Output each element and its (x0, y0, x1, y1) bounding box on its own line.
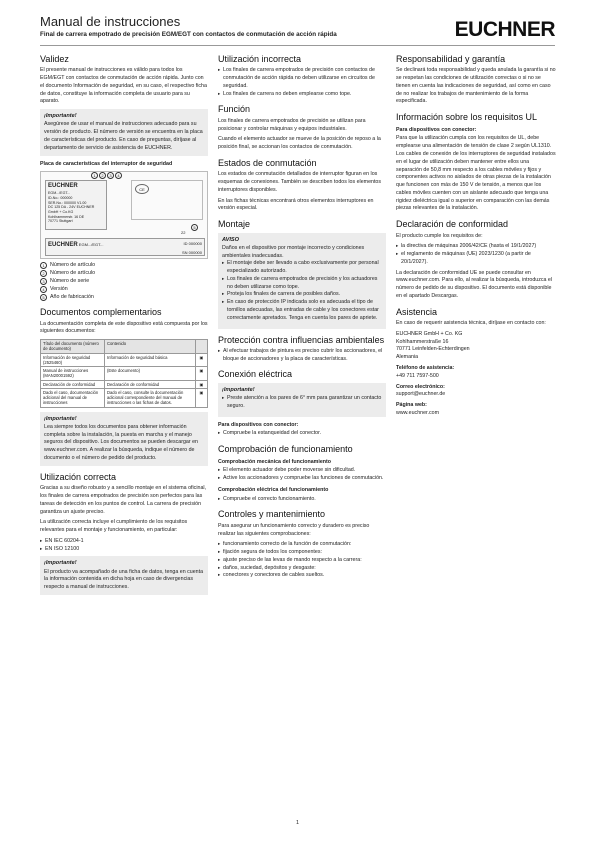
paragraph-controles: Para asegurar un funcionamiento correcto y duradero es preciso realizar las siguientes comprobaciones: (218, 522, 370, 537)
table-row (41, 367, 208, 381)
bullet-list (218, 67, 386, 98)
list-item: ▸ la directiva de máquinas 2006/42/CE (hasta el 19/1/2027) (396, 243, 556, 251)
paragraph-responsabilidad: Se declinará toda responsabilidad y queda anulada la garantía si no se respetan las condiciones de utilización correctas o si no se tienen en cuenta las indicaciones de seguridad, así como en caso de no realizar los trabajos de mantenimiento de la forma especificada. (396, 67, 556, 105)
table-header: Título del documento (número de documento) (41, 340, 105, 354)
list-item: ▸ EN ISO 12100 (40, 546, 208, 554)
paragraph-declaracion: El producto cumple los requisitos de: (396, 232, 483, 239)
list-item: ▸ El montaje debe ser llevado a cabo exclusivamente por personal especializado autorizado. (222, 260, 382, 276)
important-note (218, 383, 386, 417)
list-item: ▸ Al efectuar trabajos de pintura es preciso cubrir los accionadores, el bloque de accionadores y la placa de características. (218, 348, 386, 364)
list-item: ▸ Los finales de carrera empotrados de precisión y los actuadores no deben utilizarse como tope. (222, 276, 382, 292)
legend-item (40, 286, 208, 294)
heading-proteccion: Protección contra influencias ambientales (218, 334, 385, 345)
column-left (40, 54, 208, 600)
list-item: ▸ Compruebe el correcto funcionamiento. (218, 496, 386, 504)
column-right (396, 54, 556, 421)
legend-num: 4 (40, 286, 47, 293)
list-item: ▸ funcionamiento correcto de la función de conmutación: (218, 541, 386, 549)
strip-line: ID 000000 (183, 241, 202, 247)
paragraph-validez: El presente manual de instrucciones es válido para todos los EGM/EGT con contactos de conmutación de acción rápida. Junto con el documento Información de seguridad, en su caso, el respectivo ficha de datos, constituye la información completa de usuario para su aparato. (40, 67, 207, 105)
bullet-list (396, 243, 556, 266)
heading-declaracion: Declaración de conformidad (396, 219, 509, 230)
table-cell: Información de seguridad básica (104, 353, 195, 367)
table-cell: Información de seguridad (2525460) (41, 353, 105, 367)
table-row (41, 380, 208, 388)
table-cell: Declaración de conformidad (41, 380, 105, 388)
document-title: Manual de instrucciones (40, 14, 181, 29)
paragraph-uso: La utilización correcta incluye el cumplimiento de los requisitos relevantes para el montaje y funcionamiento, en particular: (40, 519, 188, 534)
note-text: Asegúrese de usar el manual de instrucciones adecuado para su versión de producto. El número de versión se encuentra en la placa de características del producto. En caso de preguntas, diríjase al departamento de servicio de asistencia de EUCHNER. (44, 121, 203, 151)
address-line: Kohlhammerstraße 16 (396, 338, 449, 345)
document-icon: ▣ (196, 380, 208, 388)
documents-table (40, 339, 208, 408)
list-item: ▸ El elemento actuador debe poder moverse sin dificultad. (218, 467, 386, 475)
ce-mark-icon: CE (135, 184, 149, 194)
table-header: Contenido (104, 340, 195, 354)
note-text: Lea siempre todos los documentos para obtener información completa sobre la instalación, la puesta en marcha y el manejo seguros del dispositivo. Los documentos se pueden descargar en www.euchner.com. A realizar la búsqueda, indique el número de documento o el número de pedido del producto. (44, 423, 199, 462)
table-cell: Dado el caso, documentación adicional del manual de instrucciones (41, 388, 105, 407)
callout-3: 3 (107, 172, 114, 179)
contact-email (396, 384, 556, 400)
note-title: ¡Importante! (44, 415, 77, 422)
table-cell: Declaración de conformidad (104, 380, 195, 388)
page-number: 1 (295, 820, 300, 826)
heading-validez: Validez (40, 54, 69, 64)
paragraph-documentos: La documentación completa de este dispositivo está compuesta por los siguientes documentos: (40, 320, 208, 335)
paragraph-estados: En las fichas técnicas encontrará otros elementos interruptores en versión especial. (218, 197, 374, 212)
subheading-electrica: Comprobación eléctrica del funcionamiento (218, 486, 329, 493)
paragraph-funcion: Cuando el elemento actuador se mueve de la posición de reposo a la posición final, se accionan los contactos de conmutación. (218, 136, 381, 151)
legend-num: 3 (40, 278, 47, 285)
note-title: AVISO (222, 236, 239, 243)
strip-line: SN 000000 (181, 250, 202, 256)
heading-comprobacion: Comprobación de funcionamiento (218, 444, 353, 455)
bullet-list (218, 467, 386, 483)
heading-estados: Estados de conmutación (218, 157, 317, 168)
subheading-mecanica: Comprobación mecánica del funcionamiento (218, 458, 332, 465)
euchner-logo: EUCHNER (454, 18, 555, 41)
bullet-list (218, 496, 386, 504)
phone-number: +49 711 7597-500 (396, 372, 439, 379)
plate-line: ID-No.: 000000 (48, 195, 73, 200)
address-line: 70771 Leinfelden-Echterdingen (396, 346, 470, 353)
header-divider (40, 45, 555, 46)
legend-text: Número de artículo (50, 262, 96, 269)
email-label: Correo electrónico: (396, 383, 445, 390)
warning-note (218, 233, 386, 329)
list-item: ▸ conectores y conectores de cables sueltos. (218, 572, 386, 580)
heading-documentos: Documentos complementarios (40, 307, 162, 318)
strip-brand: EUCHNER (48, 242, 78, 249)
heading-conexion: Conexión eléctrica (218, 369, 293, 380)
legend-num: 1 (40, 262, 47, 269)
email-link[interactable]: support@euchner.de (396, 391, 446, 398)
list-item: ▸ daños, suciedad, depósitos y desgaste: (218, 565, 386, 573)
table-row (41, 388, 208, 407)
heading-asistencia: Asistencia (396, 306, 438, 317)
company-address (396, 331, 556, 362)
subheading-conector: Para dispositivos con conector: (218, 421, 299, 428)
plate-line: Kohlhammerstr. 16 DE (48, 214, 85, 219)
nameplate-large (45, 180, 107, 230)
table-header (196, 340, 208, 354)
bullet-list (218, 541, 386, 580)
table-cell: Manual de instrucciones (MAN20001592) (41, 367, 105, 381)
list-item: ▸ Los finales de carrera no deben emplearse como tope. (218, 91, 386, 99)
table-cell: (Este documento) (104, 367, 195, 381)
address-line: Alemania (396, 354, 419, 361)
legend-item (40, 262, 208, 270)
document-icon: ▣ (196, 388, 208, 407)
heading-responsabilidad: Responsabilidad y garantía (396, 54, 506, 64)
note-text: Daños en el dispositivo por montaje incorrecto y condiciones ambientales inadecuadas. (222, 244, 365, 259)
document-header (40, 14, 555, 41)
plate-brand: EUCHNER (48, 183, 78, 190)
bullet-list (218, 348, 386, 364)
note-title: ¡Importante! (44, 113, 77, 120)
heading-utilizacion-incorrecta: Utilización incorrecta (218, 54, 302, 64)
legend-item (40, 294, 208, 302)
paragraph-declaracion: La declaración de conformidad UE se puede consultar en www.euchner.com. Para ello, al realizar la búsqueda, introduzca el número de pedido de su dispositivo. El documento está disponible en el apartado Descargas. (396, 269, 553, 299)
list-item: ▸ Proteja los finales de carrera de posibles daños. (222, 291, 382, 299)
contact-web (396, 402, 556, 418)
table-cell: Dado el caso, consulte la documentación adicional correspondiente del manual de instrucciones o las fichas de datos. (104, 388, 195, 407)
important-note (40, 109, 208, 155)
heading-funcion: Función (218, 104, 251, 115)
list-item: ▸ EN IEC 60204-1 (40, 538, 208, 546)
note-title: ¡Importante! (222, 386, 255, 393)
heading-controles: Controles y mantenimiento (218, 509, 326, 520)
list-item: ▸ Preste atención a los pares de 6° mm para garantizar un contacto seguro. (222, 395, 382, 411)
list-item: ▸ Los finales de carrera empotrados de precisión con contactos de conmutación de acción rápida no deben utilizarse en circuitos de seguridad. (218, 67, 386, 90)
heading-montaje: Montaje (218, 219, 251, 230)
callout-2: 2 (99, 172, 106, 179)
contact-phone (396, 365, 556, 381)
paragraph-ul: Para que la utilización cumpla con los requisitos de UL, debe emplearse una alimentación de tensión de clase 2 según UL1310. Los cables de conexión de los interruptores de seguridad instalados en el lugar de utilización deben mantener entre ellos una separación de 50,8 mm respecto a los cables móviles y fijos y componentes activos no aislados de otras piezas de la instalación que funcionen con más de 150 V de tensión, a menos que los cables móviles cuenten con un aislante adecuado que tenga una rigidez dieléctrica igual o superior en comparación con las demás piezas relevantes de la instalación. (396, 135, 556, 212)
address-line: EUCHNER GmbH + Co. KG (396, 330, 463, 337)
important-note (40, 556, 208, 595)
list-item: ▸ el reglamento de máquinas (UE) 2023/1230 (a partir de 20/1/2027). (396, 251, 556, 267)
web-link[interactable]: www.euchner.com (396, 409, 439, 416)
nameplate-blank-area (131, 180, 203, 220)
callout-5: 5 (191, 224, 198, 231)
list-item: ▸ Compruebe la estanqueidad del conector. (218, 430, 386, 438)
legend-text: Número de artículo (50, 270, 96, 277)
legend-num: 5 (40, 294, 47, 301)
parts-legend (40, 262, 208, 301)
callout-4: 4 (115, 172, 122, 179)
list-item: ▸ ajuste preciso de las levas de mando respecto a la carrera: (218, 557, 386, 565)
nameplate-figure (40, 171, 208, 259)
nameplate-small (45, 238, 205, 256)
plate-line: SER.No.: 000000 V1.00 (48, 200, 87, 205)
document-icon: ▣ (196, 367, 208, 381)
legend-item (40, 270, 208, 278)
subheading-ul: Para dispositivos con conector: (396, 126, 477, 133)
important-note (40, 412, 208, 466)
web-label: Página web: (396, 402, 427, 409)
phone-label: Teléfono de asistencia: (396, 365, 455, 372)
legend-item (40, 278, 208, 286)
paragraph-uso: Gracias a su diseño robusto y a sencillo montaje en el sistema oficinal, los finales de carrera empotrados de precisión son perfectos para las tareas de detección en los puntos de control. La carrera de precisión garantiza un ajuste preciso. (40, 485, 207, 515)
bullet-list (222, 260, 382, 322)
document-icon: ▣ (196, 353, 208, 367)
list-item: ▸ fijación segura de todos los componentes: (218, 549, 386, 557)
column-middle (218, 54, 386, 583)
paragraph-funcion: Los finales de carrera empotrados de precisión se utilizan para posicionar y controlar máquinas y equipos industriales. (218, 117, 366, 132)
standards-list (40, 538, 208, 554)
year-mark: 22 (181, 230, 186, 236)
callout-1: 1 (91, 172, 98, 179)
note-title: ¡Importante! (44, 560, 77, 567)
plate-line: DC 125 DA - 24V EUCHNER (48, 205, 95, 210)
figure-title: Placa de características del interruptor de seguridad (40, 160, 173, 167)
plate-line: 70771 Stuttgart (48, 219, 73, 224)
bullet-list (218, 430, 386, 438)
plate-line: GmbH + Co.KG (48, 209, 74, 214)
table-row (41, 353, 208, 367)
legend-num: 2 (40, 270, 47, 277)
paragraph-estados: Los estados de conmutación detallados de interruptor figuran en los esquemas de conexiones. También se describen todos los elementos interruptores disponibles. (218, 171, 382, 193)
legend-text: Año de fabricación (50, 293, 94, 300)
plate-line: EGM.../EGT... (48, 191, 71, 196)
list-item: ▸ Active los accionadores y compruebe las funciones de conmutación. (218, 475, 386, 483)
legend-text: Número de serie (50, 277, 90, 284)
bullet-list (222, 395, 382, 411)
note-text: El producto va acompañado de una ficha de datos, tenga en cuenta la información contenida en dicha hoja en caso de divergencias respecto a manual de instrucciones. (44, 568, 204, 591)
document-subtitle: Final de carrera empotrado de precisión EGM/EGT con contactos de conmutación de acción rápida (40, 31, 337, 38)
list-item: ▸ En caso de protección IP indicada solo es adecuada el tipo de tornillos adecuadas, las entradas de cable y los conectores estar correctamente apretados. Tenga en cuenta los pares de apriete. (222, 299, 382, 322)
heading-ul: Información sobre los requisitos UL (396, 112, 538, 123)
legend-text: Versión (50, 285, 68, 292)
heading-utilizacion-correcta: Utilización correcta (40, 471, 117, 482)
paragraph-asistencia: En caso de requerir asistencia técnica, diríjase en contacto con: (396, 320, 546, 327)
strip-line: EGM.../EGT... (78, 242, 104, 248)
